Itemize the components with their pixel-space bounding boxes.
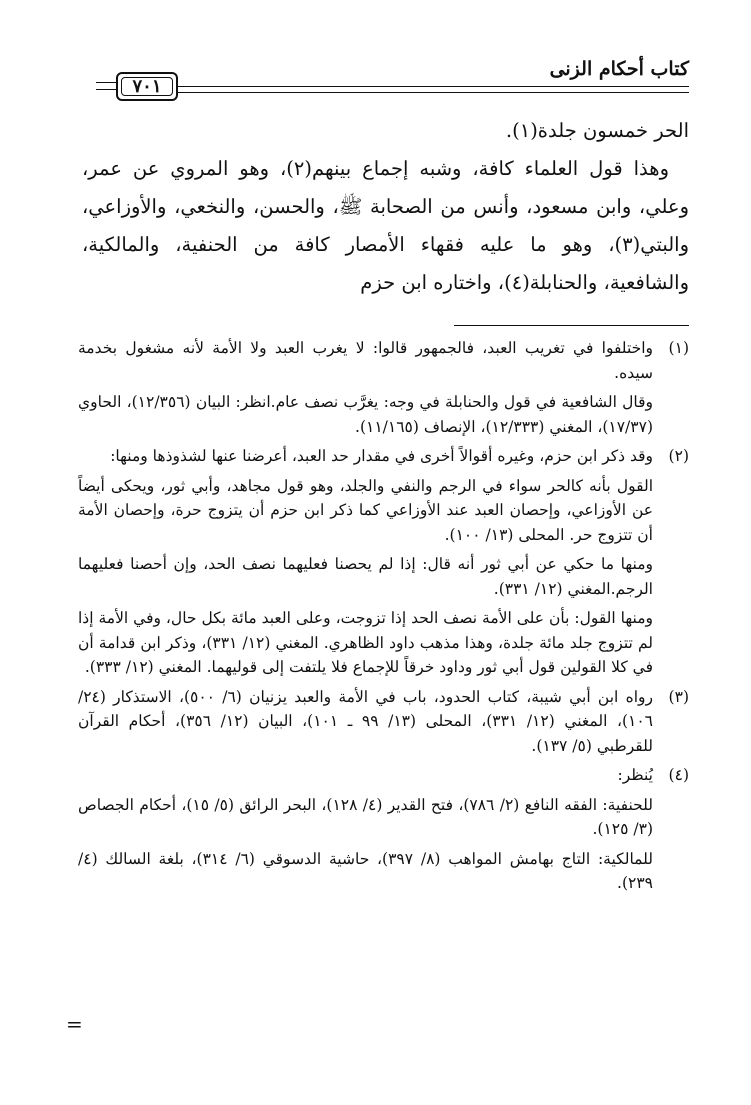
main-text — [82, 112, 689, 302]
footnote-paragraph: وقد ذكر ابن حزم، وغيره أقوالاً أخرى في مقدار حد العبد، أعرضنا عنها لشذوذها ومنها: — [110, 447, 653, 465]
page-number: ٧٠١ — [132, 76, 162, 97]
footnote-paragraph: ومنها ما حكي عن أبي ثور أنه قال: إذا لم يحصنا فعليهما نصف الحد، وإن أحصنا فعليهما الرجم.المغني (١٢/ ٣٣١). — [78, 555, 653, 598]
footnote-number: (١) — [668, 339, 689, 357]
page-number-box — [116, 72, 178, 101]
footnote-paragraph: للحنفية: الفقه النافع (٢/ ٧٨٦)، فتح القدير (٤/ ١٢٨)، البحر الرائق (٥/ ١٥)، أحكام الجصاص (٣/ ١٢٥). — [78, 795, 654, 838]
footnote-paragraph: القول بأنه كالحر سواء في الرجم والنفي والجلد، وهو قول مجاهد، وأبي ثور، ويحكى أيضاً عن الأوزاعي، وإحصان العبد عند الأوزاعي كما ذكر ابن حزم أن يتزوج حرة، وإحصان الأمة أن تتزوج حر. المحلى (١٣/ ١٠٠). — [78, 476, 653, 544]
chapter-title: كتاب أحكام الزنى — [549, 58, 689, 80]
footnote-paragraph: رواه ابن أبي شيبة، كتاب الحدود، باب في الأمة والعبد يزنيان (٦/ ٥٠٠)، الاستذكار (٢٤/ ١٠٦)، المغني (١٢/ ٣٣١)، المحلى (١٣/ ٩٩ ـ ١٠١)، البيان (١٢/ ٣٥٦)، أحكام القرآن للقرطبي (٥/ ١٣٧). — [78, 687, 653, 755]
continuation-mark: = — [66, 1012, 83, 1036]
footnote-paragraph: يُنظر: — [617, 766, 653, 784]
footnotes — [78, 336, 689, 901]
footnote-number: (٢) — [668, 447, 689, 465]
footnote-3 — [78, 685, 689, 759]
footnote-separator — [454, 325, 689, 326]
footnote-2 — [78, 444, 689, 680]
footnote-paragraph: للمالكية: التاج بهامش المواهب (٨/ ٣٩٧)، حاشية الدسوقي (٦/ ٣١٤)، بلغة السالك (٤/ ٢٣٩). — [78, 849, 653, 892]
footnote-paragraph: ومنها القول: بأن على الأمة نصف الحد إذا تزوجت، وعلى العبد مائة بكل حال، وفي الأمة إذا لم تتزوج جلد مائة جلدة، وهذا مذهب داود الظاهري. المغني (١٢/ ٣٣١)، وذكر ابن قدامة أن في كلا القولين قول أبي ثور وداود خرقاً للإجماع فلا يلتفت إلى قوليهما. المغني (١٢/ ٣٣٣). — [78, 609, 653, 676]
body-paragraph-1: الحر خمسون جلدة(١). — [505, 119, 689, 142]
footnote-number: (٣) — [668, 687, 689, 706]
footnote-4 — [78, 763, 689, 896]
footnote-number: (٤) — [668, 766, 689, 784]
running-header — [96, 56, 689, 96]
footnote-paragraph: وقال الشافعية في قول والحنابلة في وجه: يغرَّب نصف عام.انظر: البيان (١٢/٣٥٦)، الحاوي (١٧/٣٧)، المغني (١٢/٣٣٣)، الإنصاف (١١/١٦٥). — [78, 393, 653, 436]
header-double-rule — [176, 86, 689, 93]
footnote-1 — [78, 336, 689, 439]
footnote-paragraph: واختلفوا في تغريب العبد، فالجمهور قالوا: لا يغرب العبد ولا الأمة لأنه مشغول بخدمة سيده. — [78, 339, 653, 382]
body-paragraph-2: وهذا قول العلماء كافة، وشبه إجماع بينهم(٢)، وهو المروي عن عمر، وعلي، وابن مسعود، وأنس من الصحابة ﷺ، والحسن، والنخعي، والأوزاعي، والبتي(٣)، وهو ما عليه فقهاء الأمصار كافة من الحنفية، والمالكية، والشافعية، والحنابلة(٤)، واختاره ابن حزم — [82, 157, 689, 294]
